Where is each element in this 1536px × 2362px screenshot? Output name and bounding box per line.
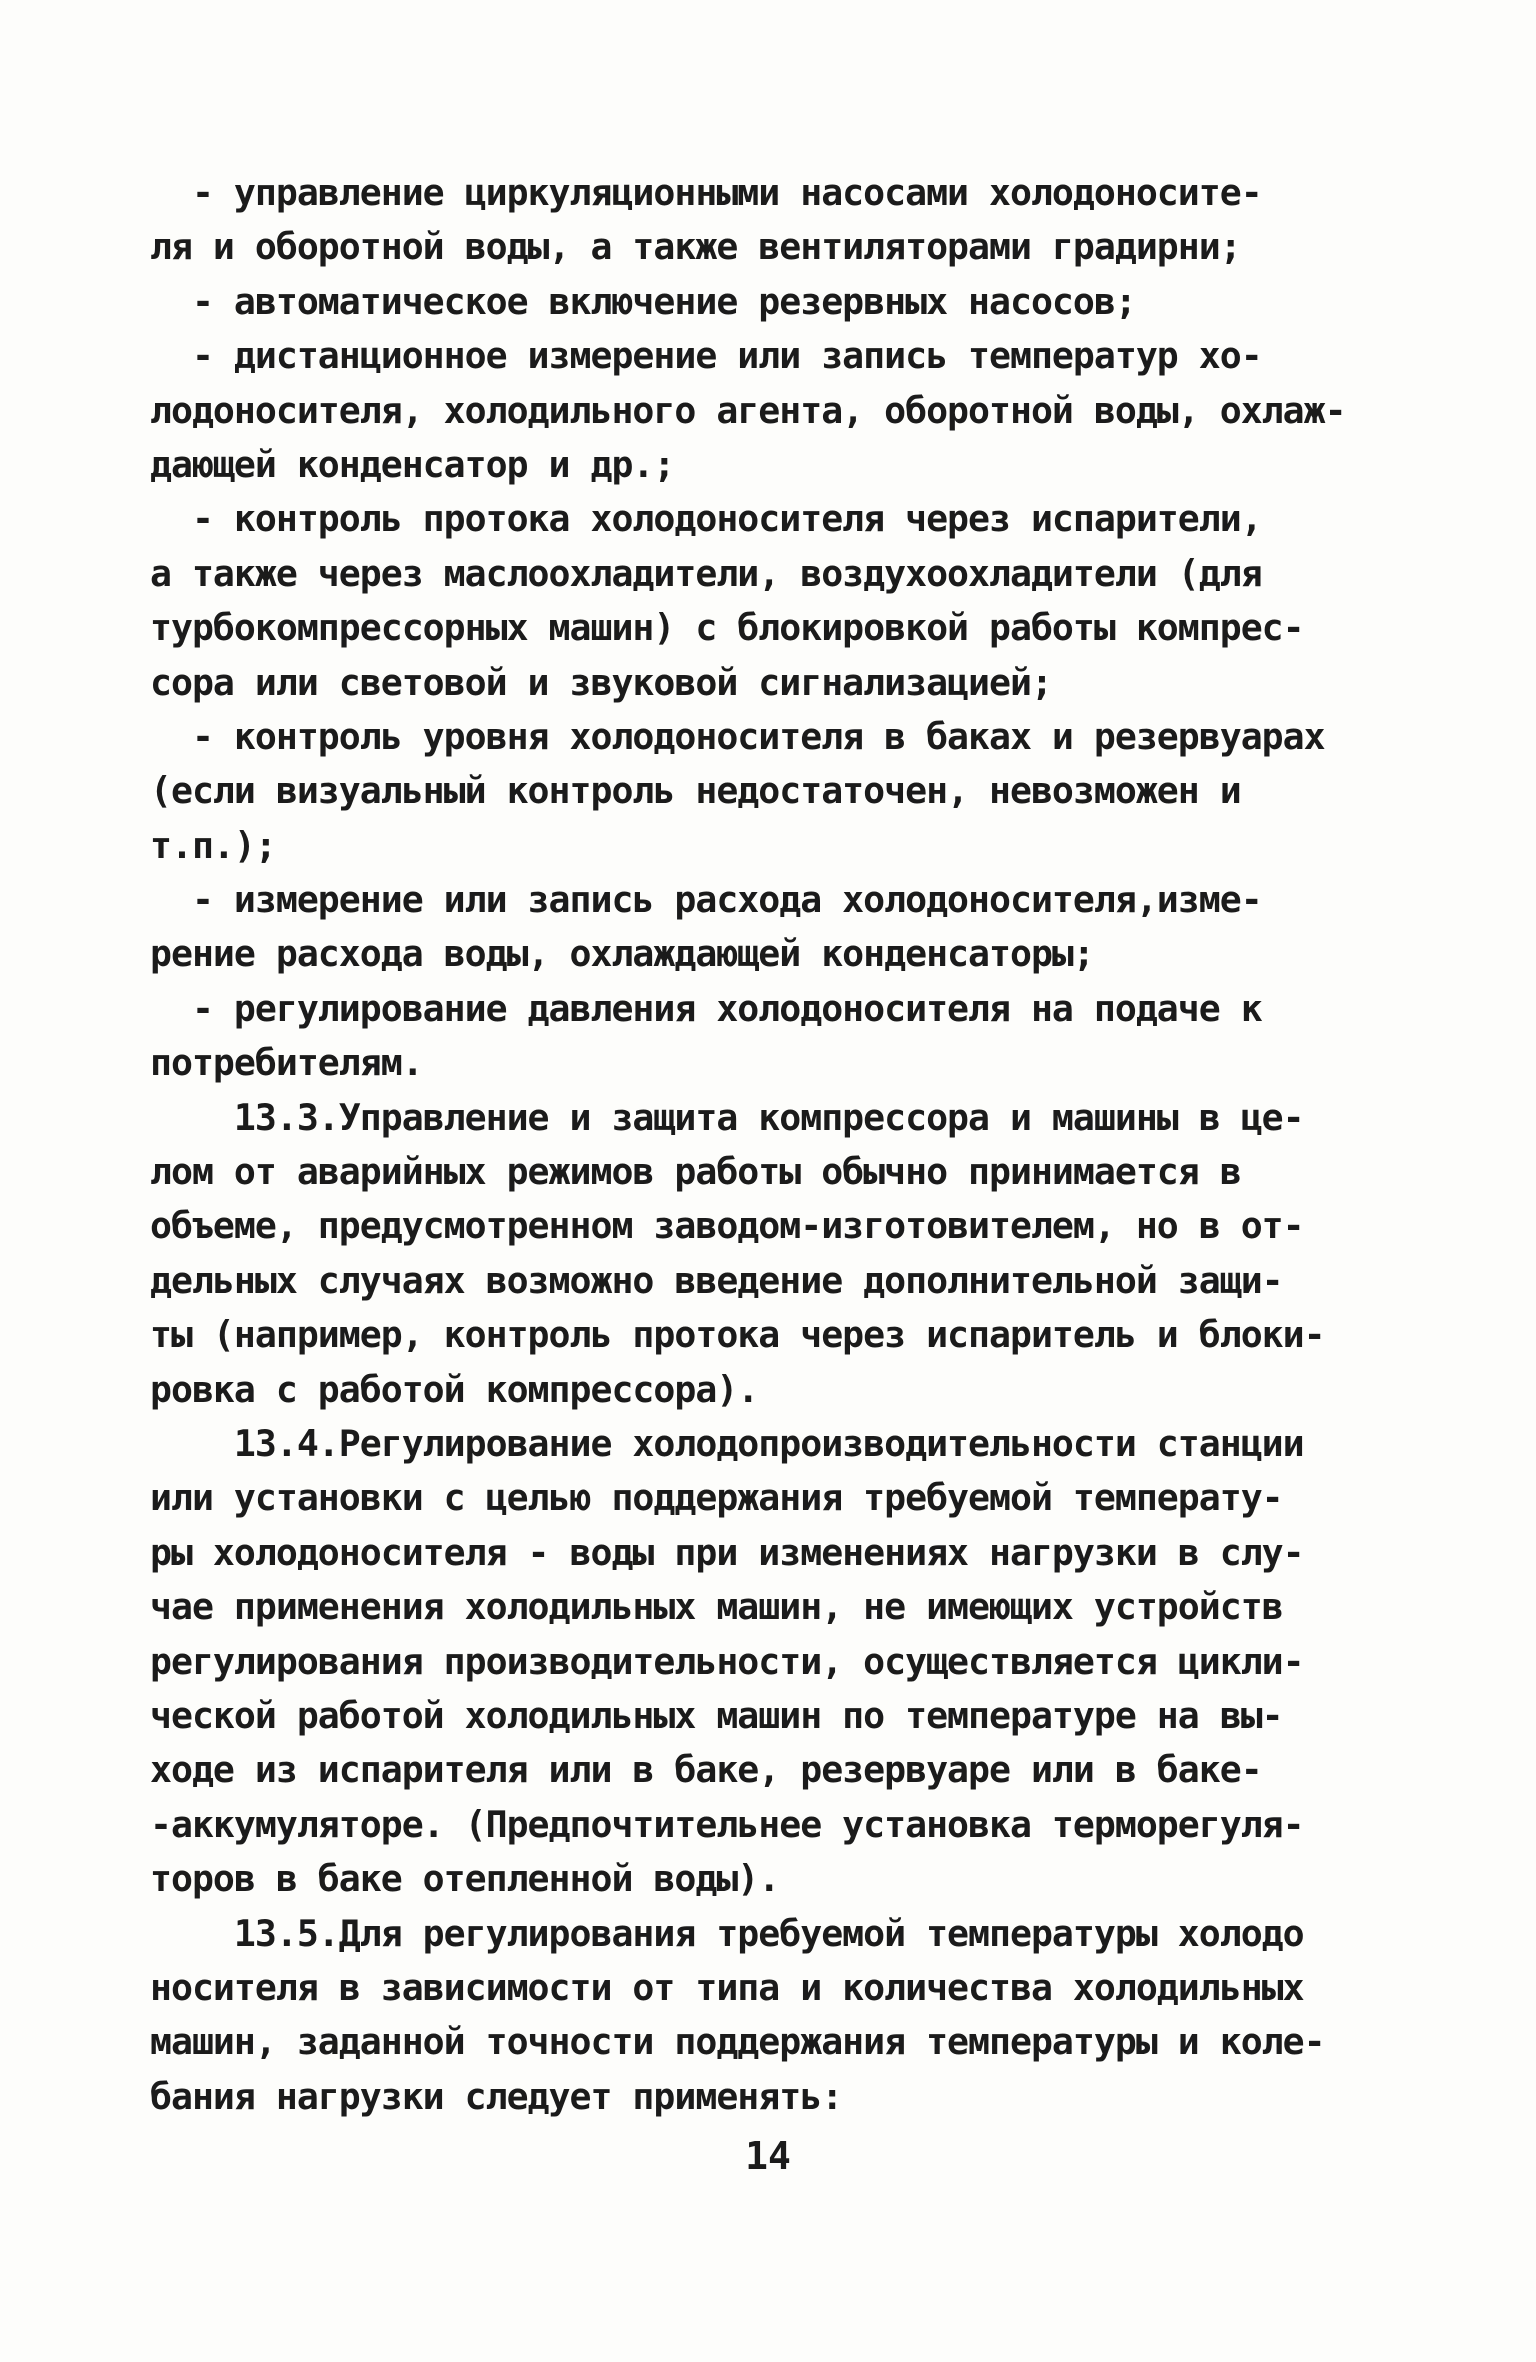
text-line: дельных случаях возможно введение дополнительной защи- bbox=[150, 1258, 1283, 1302]
text-line: т.п.); bbox=[150, 823, 276, 867]
text-line: ходе из испарителя или в баке, резервуаре или в баке- bbox=[150, 1748, 1262, 1792]
text-line: - дистанционное измерение или запись температур хо- bbox=[150, 334, 1262, 378]
text-line: машин, заданной точности поддержания температуры и коле- bbox=[150, 2020, 1325, 2064]
page-number: 14 bbox=[745, 2134, 791, 2178]
text-line: турбокомпрессорных машин) с блокировкой работы компрес- bbox=[150, 606, 1304, 650]
text-line: дающей конденсатор и др.; bbox=[150, 442, 675, 486]
text-line: носителя в зависимости от типа и количества холодильных bbox=[150, 1965, 1304, 2009]
text-line: или установки с целью поддержания требуемой температу- bbox=[150, 1476, 1283, 1520]
text-line: торов в баке отепленной воды). bbox=[150, 1857, 780, 1901]
text-line: (если визуальный контроль недостаточен, невозможен и bbox=[150, 769, 1241, 813]
text-line: ческой работой холодильных машин по температуре на вы- bbox=[150, 1693, 1283, 1737]
text-line: лодоносителя, холодильного агента, оборотной воды, охлаж- bbox=[150, 388, 1346, 432]
text-line: - регулирование давления холодоносителя на подаче к bbox=[150, 986, 1262, 1030]
text-line: - измерение или запись расхода холодоносителя,изме- bbox=[150, 878, 1262, 922]
text-line: ры холодоносителя - воды при изменениях нагрузки в слу- bbox=[150, 1530, 1304, 1574]
body-text bbox=[150, 166, 1350, 2124]
text-line: - автоматическое включение резервных насосов; bbox=[150, 279, 1136, 323]
text-line: 13.3.Управление и защита компрессора и машины в це- bbox=[150, 1095, 1304, 1139]
text-line: -аккумуляторе. (Предпочтительнее установка терморегуля- bbox=[150, 1802, 1304, 1846]
text-line: рение расхода воды, охлаждающей конденсаторы; bbox=[150, 932, 1094, 976]
text-line: сора или световой и звуковой сигнализацией; bbox=[150, 660, 1052, 704]
text-line: - контроль протока холодоносителя через испарители, bbox=[150, 497, 1262, 541]
text-line: ля и оборотной воды, а также вентиляторами градирни; bbox=[150, 225, 1241, 269]
text-line: лом от аварийных режимов работы обычно принимается в bbox=[150, 1150, 1241, 1194]
text-line: - управление циркуляционными насосами холодоносите- bbox=[150, 171, 1262, 214]
text-line: а также через маслоохладители, воздухоохладители (для bbox=[150, 551, 1262, 595]
text-line: - контроль уровня холодоносителя в баках и резервуарах bbox=[150, 714, 1325, 758]
text-line: ровка с работой компрессора). bbox=[150, 1367, 759, 1411]
text-line: регулирования производительности, осуществляется цикли- bbox=[150, 1639, 1304, 1683]
text-line: объеме, предусмотренном заводом-изготовителем, но в от- bbox=[150, 1204, 1304, 1248]
text-line: потребителям. bbox=[150, 1041, 423, 1085]
text-line: 13.4.Регулирование холодопроизводительности станции bbox=[150, 1421, 1304, 1465]
text-line: ты (например, контроль протока через испаритель и блоки- bbox=[150, 1313, 1325, 1357]
text-line: бания нагрузки следует применять: bbox=[150, 2074, 843, 2118]
text-line: чае применения холодильных машин, не имеющих устройств bbox=[150, 1585, 1283, 1629]
text-line: 13.5.Для регулирования требуемой температуры холодо bbox=[150, 1911, 1304, 1955]
